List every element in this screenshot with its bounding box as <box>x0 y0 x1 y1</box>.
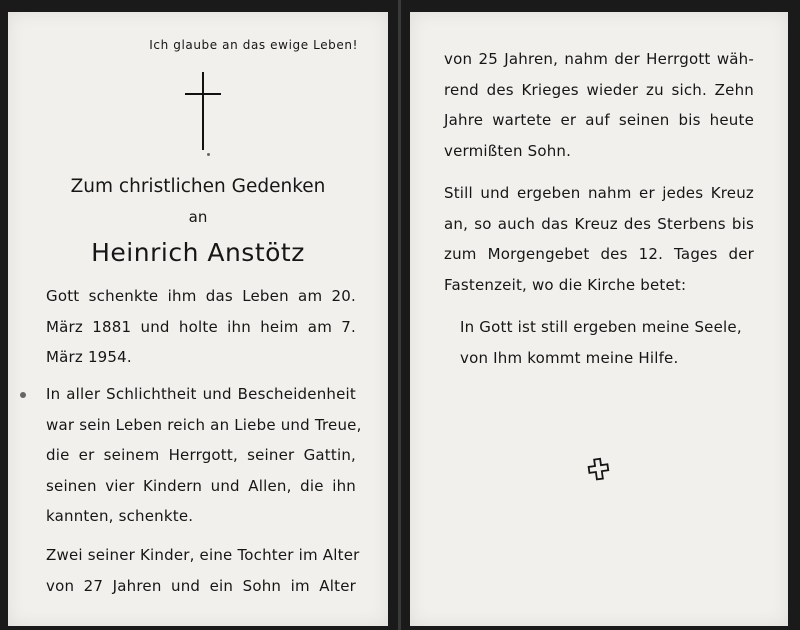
card-fold-divider <box>398 0 401 630</box>
prayer-quote <box>460 312 760 373</box>
text-line: Still und ergeben nahm er jedes Kreuz <box>444 184 754 202</box>
faith-paragraph <box>444 178 754 300</box>
continuation-paragraph <box>444 44 754 166</box>
right-card-page <box>410 12 788 626</box>
text-line: rend des Krieges wieder zu sich. Zehn <box>444 80 754 99</box>
outline-cross-icon <box>586 456 612 482</box>
text-line: März 1881 und holte ihn heim am 7. <box>46 317 356 336</box>
text-line: an, so auch das Kreuz des Sterbens bis <box>444 214 754 233</box>
text-line: die er seinem Herrgott, seiner Gattin, <box>46 446 356 464</box>
character-paragraph <box>46 379 362 532</box>
text-line: war sein Leben reich an Liebe und Treue, <box>46 415 362 434</box>
text-line: kannten, schenkte. <box>46 507 194 525</box>
motto-text: Ich glaube an das ewige Leben! <box>149 38 358 52</box>
text-line: Gott schenkte ihm das Leben am 20. <box>46 287 356 305</box>
latin-cross-icon <box>185 72 221 150</box>
text-line: Jahre wartete er auf seinen bis heute <box>444 111 754 129</box>
text-line: von 25 Jahren, nahm der Herrgott wäh- <box>444 50 754 68</box>
text-line: vermißten Sohn. <box>444 141 572 160</box>
text-line: von 27 Jahren und ein Sohn im Alter <box>46 576 356 595</box>
text-line: zum Morgengebet des 12. Tages der <box>444 245 754 263</box>
children-paragraph <box>46 540 360 601</box>
quote-line: In Gott ist still ergeben meine Seele, <box>460 318 742 336</box>
deceased-name: Heinrich Anstötz <box>91 238 305 267</box>
text-line: In aller Schlichtheit und Bescheidenheit <box>46 385 356 403</box>
ink-speck <box>207 153 210 156</box>
paper-blemish <box>20 392 26 398</box>
text-line: März 1954. <box>46 348 132 366</box>
left-card-page <box>8 12 388 626</box>
quote-line: von Ihm kommt meine Hilfe. <box>460 348 679 367</box>
text-line: seinen vier Kindern und Allen, die ihn <box>46 476 356 495</box>
memorial-heading: Zum christlichen Gedenken <box>70 176 326 197</box>
memorial-heading-sub: an <box>188 208 208 226</box>
text-line: Zwei seiner Kinder, eine Tochter im Alter <box>46 546 360 564</box>
life-dates-paragraph <box>46 281 356 373</box>
text-line: Fastenzeit, wo die Kirche betet: <box>444 275 687 294</box>
